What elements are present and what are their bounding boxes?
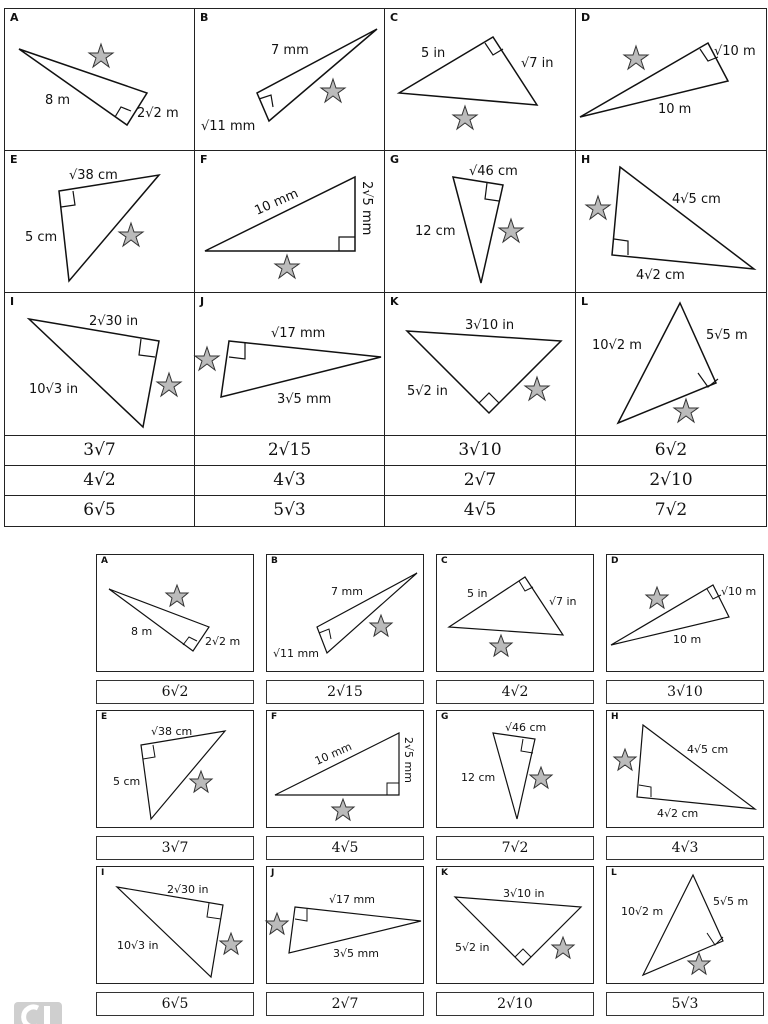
cell-a — [4, 8, 195, 151]
star-icon — [614, 749, 636, 770]
card-b — [266, 554, 424, 672]
svg-text:10 mm: 10 mm — [252, 186, 301, 219]
triangle-h-small — [607, 711, 765, 829]
triangle-a — [5, 9, 196, 152]
svg-text:10√2 m: 10√2 m — [621, 905, 664, 918]
answer-cell: 6√5 — [4, 495, 195, 527]
svg-text:√38 cm: √38 cm — [151, 725, 193, 738]
triangle-k — [385, 293, 577, 437]
triangle-b — [195, 9, 386, 152]
star-icon — [370, 615, 392, 636]
svg-text:10√2 m: 10√2 m — [592, 338, 642, 353]
cell-letter: D — [581, 11, 591, 24]
triangle-a-small — [97, 555, 255, 673]
answer-cell: 6√2 — [575, 435, 767, 466]
svg-text:10 mm: 10 mm — [312, 740, 354, 768]
card-letter: B — [271, 556, 278, 566]
cell-letter: B — [200, 11, 209, 24]
star-icon — [157, 373, 181, 396]
triangle-k-small — [437, 867, 595, 985]
svg-text:10√3 in: 10√3 in — [29, 382, 79, 397]
star-icon — [552, 937, 574, 958]
triangle-j — [195, 293, 386, 437]
svg-text:2√5 mm: 2√5 mm — [402, 737, 415, 783]
svg-text:√38 cm: √38 cm — [69, 168, 118, 183]
svg-text:2√30 in: 2√30 in — [89, 314, 139, 329]
svg-text:4√5 cm: 4√5 cm — [687, 743, 729, 756]
label-hyp: 8 m — [45, 93, 71, 108]
star-icon — [453, 106, 477, 129]
card-letter: G — [441, 712, 449, 722]
card-letter: A — [101, 556, 108, 566]
cell-l — [575, 292, 767, 436]
label-leg: 2√2 m — [137, 106, 179, 121]
answer-cell: 4√5 — [384, 495, 576, 527]
svg-text:5√2 in: 5√2 in — [407, 384, 448, 399]
star-icon — [674, 399, 698, 422]
svg-text:10 m: 10 m — [673, 633, 702, 646]
card-letter: C — [441, 556, 448, 566]
svg-text:4√5 cm: 4√5 cm — [672, 192, 721, 207]
triangle-f — [195, 151, 386, 294]
star-icon — [624, 46, 648, 69]
star-icon — [321, 79, 345, 102]
triangle-d — [576, 9, 768, 152]
star-icon — [646, 587, 668, 608]
svg-text:√11 mm: √11 mm — [273, 647, 319, 660]
triangle-l-small — [607, 867, 765, 985]
svg-text:√46 cm: √46 cm — [469, 164, 518, 179]
star-icon — [220, 933, 242, 954]
cell-k — [384, 292, 576, 436]
card-k — [436, 866, 594, 984]
cell-letter: E — [10, 153, 18, 166]
svg-text:3√5 mm: 3√5 mm — [277, 392, 332, 407]
card-h — [606, 710, 764, 828]
svg-text:12 cm: 12 cm — [461, 771, 496, 784]
card-letter: K — [441, 868, 448, 878]
card-letter: E — [101, 712, 108, 722]
svg-text:5 in: 5 in — [467, 587, 488, 600]
star-icon — [332, 799, 354, 820]
answer-cell: 3√7 — [4, 435, 195, 466]
cell-g — [384, 150, 576, 293]
star-icon — [490, 635, 512, 656]
answer-box: 3√10 — [606, 680, 764, 704]
answer-cell: 2√10 — [575, 465, 767, 496]
answer-cell: 2√15 — [194, 435, 385, 466]
svg-text:√10 m: √10 m — [721, 585, 757, 598]
triangle-d-small — [607, 555, 765, 673]
triangle-c — [385, 9, 577, 152]
svg-text:10√3 in: 10√3 in — [117, 939, 159, 952]
card-e — [96, 710, 254, 828]
star-icon — [275, 255, 299, 278]
cell-j — [194, 292, 385, 436]
answer-box: 6√5 — [96, 992, 254, 1016]
svg-text:√11 mm: √11 mm — [201, 119, 256, 134]
cell-letter: K — [390, 295, 399, 308]
svg-text:3√10 in: 3√10 in — [465, 318, 515, 333]
cell-b — [194, 8, 385, 151]
cell-letter: F — [200, 153, 208, 166]
triangle-g — [385, 151, 577, 294]
svg-text:5√5 m: 5√5 m — [713, 895, 749, 908]
svg-text:7 mm: 7 mm — [331, 585, 363, 598]
star-icon — [525, 377, 549, 400]
cell-letter: J — [200, 295, 205, 308]
cell-letter: I — [10, 295, 15, 308]
answer-cell: 7√2 — [575, 495, 767, 527]
triangle-l — [576, 293, 768, 437]
cell-i — [4, 292, 195, 436]
card-letter: J — [271, 868, 275, 878]
cell-e — [4, 150, 195, 293]
svg-text:√46 cm: √46 cm — [505, 721, 547, 734]
star-icon — [499, 219, 523, 242]
svg-text:2√30 in: 2√30 in — [167, 883, 209, 896]
star-icon — [89, 44, 113, 67]
cell-letter: H — [581, 153, 591, 166]
cell-letter: L — [581, 295, 589, 308]
svg-text:√17 mm: √17 mm — [271, 326, 326, 341]
triangle-e-small — [97, 711, 255, 829]
svg-text:8 m: 8 m — [131, 625, 153, 638]
cell-letter: A — [10, 11, 19, 24]
answer-box: 2√7 — [266, 992, 424, 1016]
svg-text:5√5 m: 5√5 m — [706, 328, 748, 343]
svg-text:5 cm: 5 cm — [25, 230, 58, 245]
svg-text:4√2 cm: 4√2 cm — [657, 807, 699, 820]
card-letter: L — [611, 868, 617, 878]
triangle-h — [576, 151, 768, 294]
triangle-i-small — [97, 867, 255, 985]
svg-text:7 mm: 7 mm — [271, 43, 309, 58]
answer-cell: 4√3 — [194, 465, 385, 496]
answer-cell: 3√10 — [384, 435, 576, 466]
star-icon — [190, 771, 212, 792]
svg-text:10 m: 10 m — [658, 102, 692, 117]
card-l — [606, 866, 764, 984]
cell-letter: C — [390, 11, 399, 24]
answer-box: 4√3 — [606, 836, 764, 860]
triangle-i — [5, 293, 196, 437]
answer-box: 5√3 — [606, 992, 764, 1016]
answer-box: 3√7 — [96, 836, 254, 860]
triangle-b-small — [267, 555, 425, 673]
answer-box: 4√2 — [436, 680, 594, 704]
triangle-c-small — [437, 555, 595, 673]
card-letter: I — [101, 868, 105, 878]
star-icon — [266, 913, 288, 934]
card-g — [436, 710, 594, 828]
star-icon — [119, 223, 143, 246]
triangle-f-small — [267, 711, 425, 829]
answer-box: 2√15 — [266, 680, 424, 704]
cell-letter: G — [390, 153, 400, 166]
svg-text:12 cm: 12 cm — [415, 224, 456, 239]
svg-text:2√2 m: 2√2 m — [205, 635, 241, 648]
cell-d — [575, 8, 767, 151]
card-d — [606, 554, 764, 672]
card-a — [96, 554, 254, 672]
svg-text:3√5 mm: 3√5 mm — [333, 947, 379, 960]
star-icon — [166, 585, 188, 606]
triangle-j-small — [267, 867, 425, 985]
svg-text:√17 mm: √17 mm — [329, 893, 375, 906]
svg-text:5√2 in: 5√2 in — [455, 941, 490, 954]
triangle-g-small — [437, 711, 595, 829]
star-icon — [530, 767, 552, 788]
card-letter: F — [271, 712, 278, 722]
triangle-e — [5, 151, 196, 294]
card-f — [266, 710, 424, 828]
logo — [8, 996, 64, 1024]
answer-box: 4√5 — [266, 836, 424, 860]
svg-text:√10 m: √10 m — [714, 44, 756, 59]
answer-box: 7√2 — [436, 836, 594, 860]
svg-text:√7 in: √7 in — [521, 56, 554, 71]
cell-c — [384, 8, 576, 151]
star-icon — [195, 347, 219, 370]
card-c — [436, 554, 594, 672]
answer-cell: 4√2 — [4, 465, 195, 496]
answer-box: 6√2 — [96, 680, 254, 704]
svg-text:5 cm: 5 cm — [113, 775, 141, 788]
card-i — [96, 866, 254, 984]
card-letter: D — [611, 556, 619, 566]
cell-h — [575, 150, 767, 293]
star-icon — [688, 953, 710, 974]
svg-text:4√2 cm: 4√2 cm — [636, 268, 685, 283]
svg-text:√7 in: √7 in — [549, 595, 577, 608]
answer-box: 2√10 — [436, 992, 594, 1016]
card-j — [266, 866, 424, 984]
star-icon — [586, 196, 610, 219]
svg-text:3√10 in: 3√10 in — [503, 887, 545, 900]
svg-text:5 in: 5 in — [421, 46, 446, 61]
answer-cell: 5√3 — [194, 495, 385, 527]
cell-f — [194, 150, 385, 293]
answer-cell: 2√7 — [384, 465, 576, 496]
svg-text:2√5 mm: 2√5 mm — [359, 181, 374, 236]
card-letter: H — [611, 712, 619, 722]
